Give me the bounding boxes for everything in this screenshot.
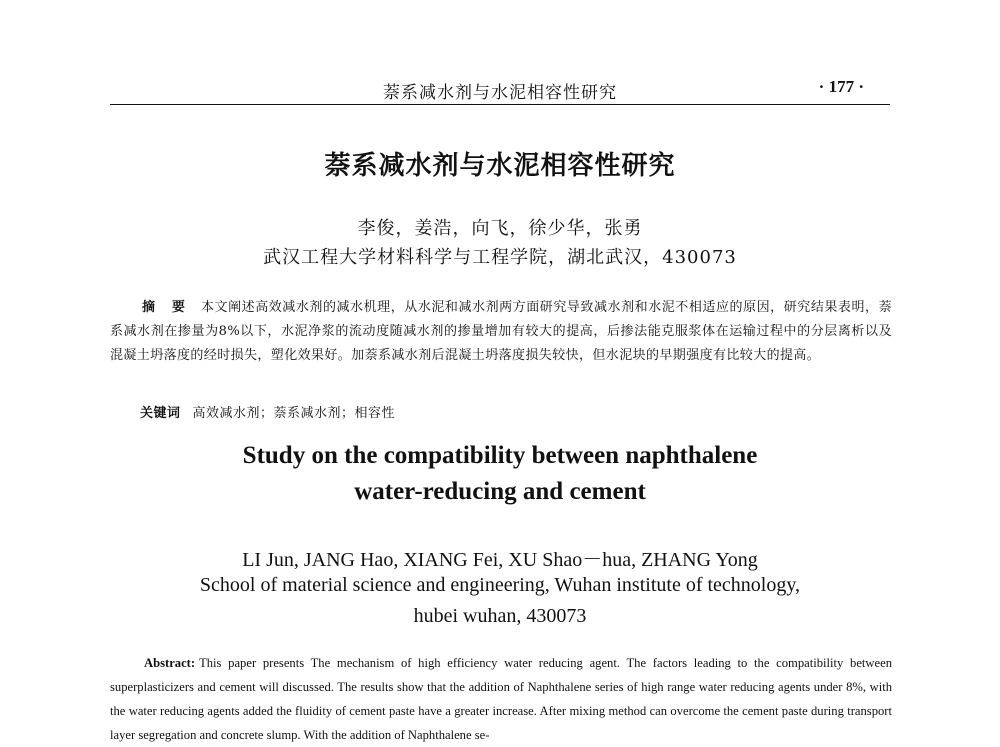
title-en-line2: water-reducing and cement: [354, 478, 646, 505]
abstract-cn: [110, 296, 892, 368]
running-title: 萘系减水剂与水泥相容性研究: [383, 83, 617, 103]
page-number: · 177 ·: [818, 77, 864, 96]
keywords-cn-label: 关键词: [140, 406, 181, 421]
authors-cn: 李俊，姜浩，向飞，徐少华，张勇: [357, 218, 643, 239]
abstract-en-text: This paper presents The mechanism of high efficiency water reducing agent. The factors leading to the compatibility between superplasticizers and cement will discussed. The results show that the addition of Naphthalene series of high range water reducing agents under 8%, with the water reducing agents added the fluidity of cement paste have a greater increase. After mixing method can overcome the cement paste during transport layer segregation and concrete slump. With the addition of Naphthalene se-: [110, 656, 892, 742]
title-en: [0, 438, 1000, 510]
header-rule: [110, 104, 890, 105]
abstract-cn-text: 本文阐述高效减水剂的减水机理，从水泥和减水剂两方面研究导致减水剂和水泥不相适应的原因，研究结果表明，萘系减水剂在掺量为8%以下，水泥净浆的流动度随减水剂的掺量增加有较大的提高，后掺法能克服浆体在运输过程中的分层离析以及混凝土坍落度的经时损失，塑化效果好。加萘系减水剂后混凝土坍落度损失较快，但水泥块的早期强度有比较大的提高。: [110, 300, 892, 363]
title-cn: 萘系减水剂与水泥相容性研究: [324, 151, 676, 181]
title-en-line1: Study on the compatibility between naphthalene: [242, 442, 758, 469]
authors-en: LI Jun, JANG Hao, XIANG Fei, XU Shao－hua, ZHANG Yong: [242, 549, 758, 571]
keywords-cn: [140, 402, 395, 421]
affiliation-en: School of material science and engineering, Wuhan institute of technology,: [199, 574, 801, 596]
abstract-en: [110, 651, 892, 747]
keywords-cn-text: 高效减水剂；萘系减水剂；相容性: [192, 406, 396, 421]
affiliation-cn: 武汉工程大学材料科学与工程学院，湖北武汉，430073: [263, 247, 737, 268]
running-header: [110, 74, 890, 104]
city-en: hubei wuhan, 430073: [413, 605, 587, 627]
abstract-cn-label: 摘 要: [142, 300, 191, 315]
abstract-en-label: Abstract:: [144, 656, 196, 670]
